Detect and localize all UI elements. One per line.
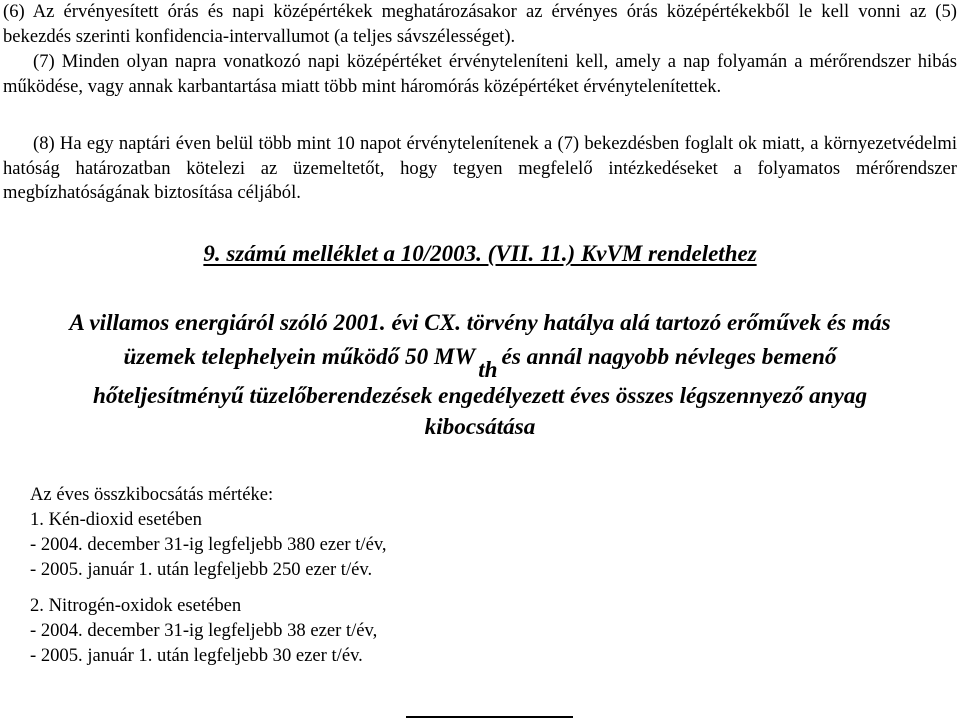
paragraph-8: (8) Ha egy naptári éven belül több mint 10 napot érvénytelenítenek a (7) bekezdésben foglalt ok miatt, a környezetvédelmi hatóság határozatban kötelezi az üzemeltetőt, hogy tegyen megfelelő intézkedéseket a folyamatos mérőrendszer megbízhatóságának biztosítása céljából.: [3, 133, 957, 204]
closing-rule: [406, 716, 573, 718]
heading-line-4: kibocsátása: [424, 414, 536, 440]
heading-line-2: [0, 344, 960, 383]
heading-line-2-start: üzemek telephelyein működő 50 MW: [123, 344, 476, 370]
unit-subscript: th: [478, 357, 498, 383]
heading-line-1: A villamos energiáról szóló 2001. évi CX. törvény hatálya alá tartozó erőművek és más: [69, 310, 891, 336]
sulfur-dioxide-limit-2005: - 2005. január 1. után legfeljebb 250 ezer t/év.: [30, 559, 373, 580]
heading-line-2-end: és annál nagyobb névleges bemenő: [501, 344, 837, 370]
emission-intro: Az éves összkibocsátás mértéke:: [30, 484, 274, 505]
nitrogen-oxides-limit-2005: - 2005. január 1. után legfeljebb 30 ezer t/év.: [30, 645, 363, 666]
annex-title: 9. számú melléklet a 10/2003. (VII. 11.) KvVM rendelethez: [203, 241, 757, 266]
paragraph-6: (6) Az érvényesített órás és napi középértékek meghatározásakor az érvényes órás középértékekből le kell vonni az (5) bekezdés szerinti konfidencia-intervallumot (a teljes sávszélességet).: [3, 1, 957, 47]
sulfur-dioxide-title: 1. Kén-dioxid esetében: [30, 509, 202, 530]
heading-line-3: hőteljesítményű tüzelőberendezések engedélyezett éves összes légszennyező anyag: [92, 383, 868, 409]
nitrogen-oxides-title: 2. Nitrogén-oxidok esetében: [30, 595, 242, 616]
sulfur-dioxide-limit-2004: - 2004. december 31-ig legfeljebb 380 ezer t/év,: [30, 534, 387, 555]
paragraph-7: (7) Minden olyan napra vonatkozó napi középértéket érvényteleníteni kell, amely a nap folyamán a mérőrendszer hibás működése, vagy annak karbantartása miatt több mint háromórás középértéket érvénytelenítettek.: [3, 51, 957, 97]
nitrogen-oxides-limit-2004: - 2004. december 31-ig legfeljebb 38 ezer t/év,: [30, 620, 378, 641]
